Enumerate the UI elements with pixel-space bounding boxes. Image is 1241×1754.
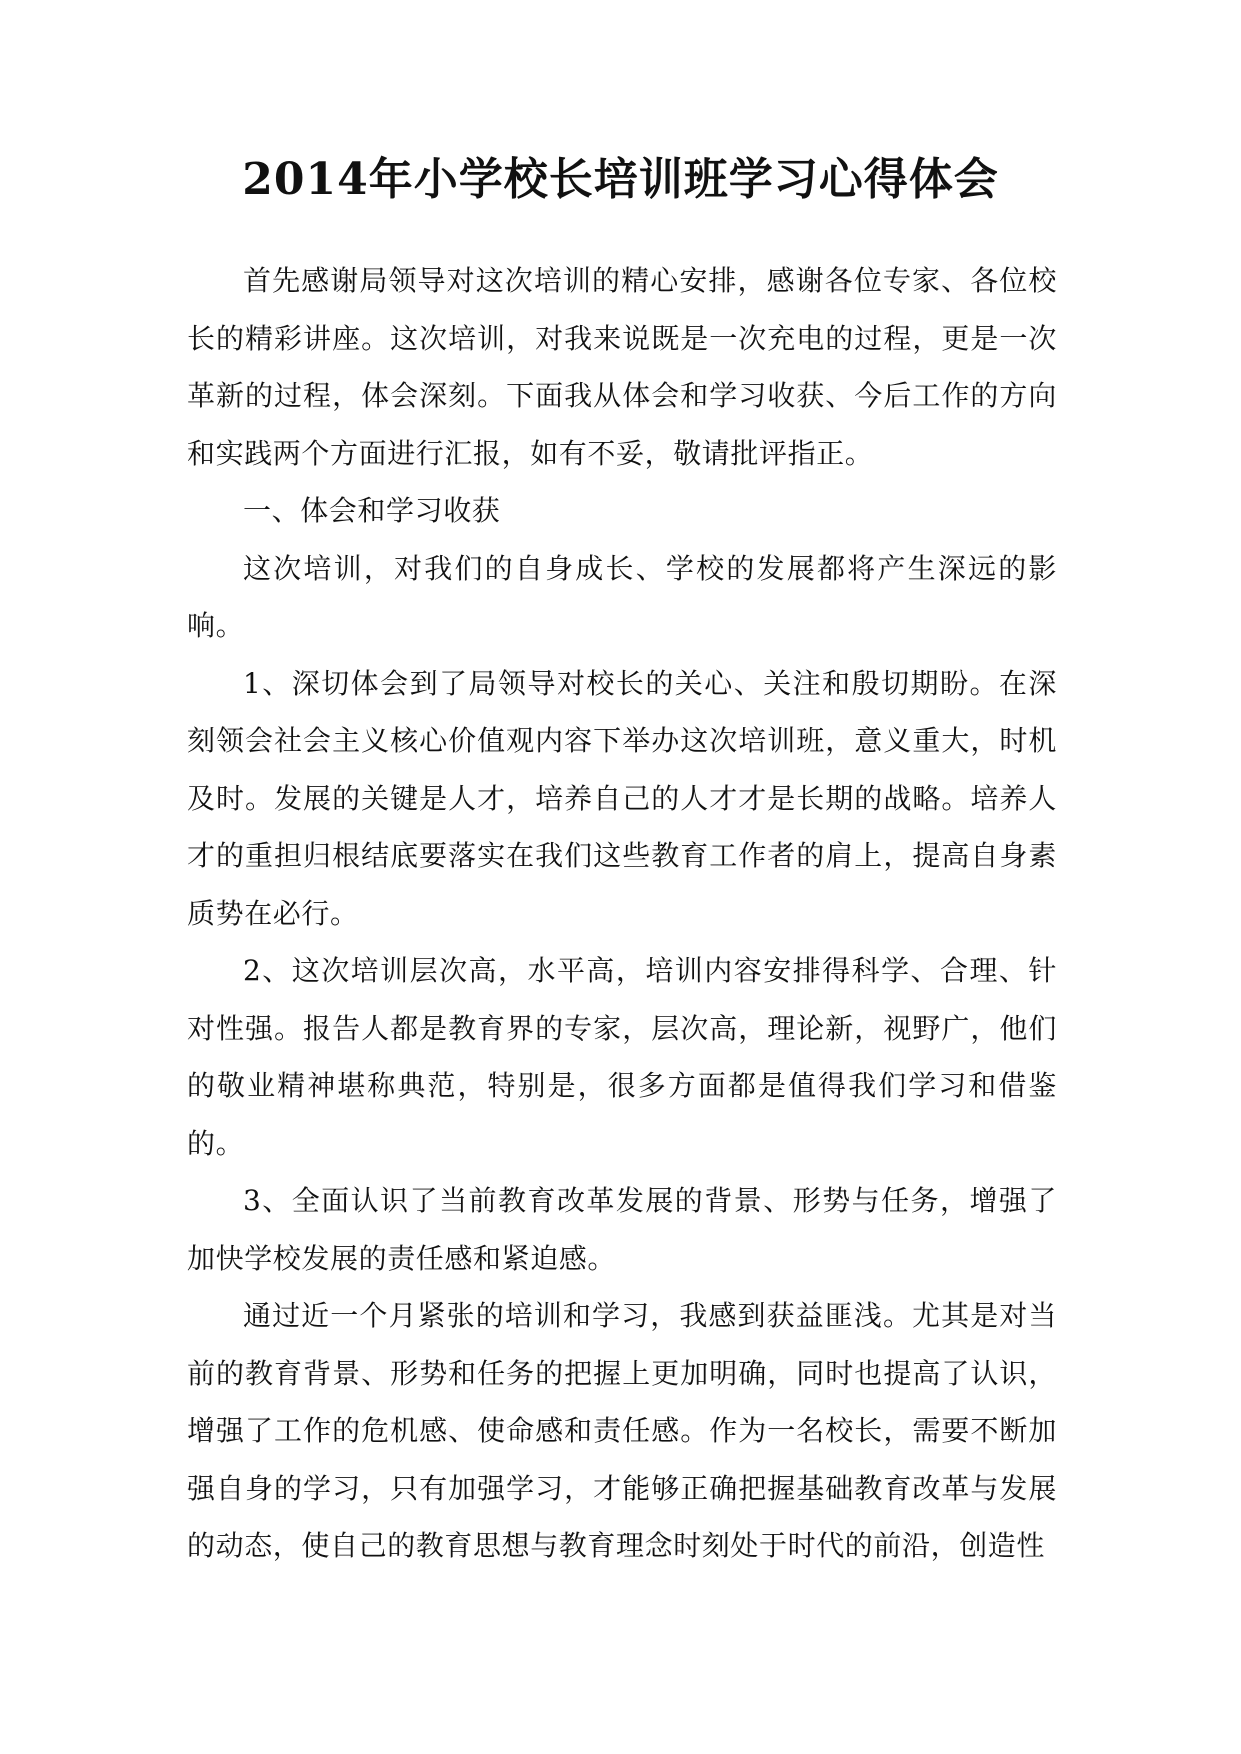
section-heading-1: 一、体会和学习收获 — [243, 494, 501, 527]
paragraph-point-1: 1、深切体会到了局领导对校长的关心、关注和殷切期盼。在深刻领会社会主义核心价值观内容下举办这次培训班，意义重大，时机及时。发展的关键是人才，培养自己的人才才是长期的战略。培养人才的重担归根结底要落实在我们这些教育工作者的肩上，提高自身素质势在必行。 — [187, 666, 1057, 930]
document-body — [187, 252, 1057, 1575]
paragraph-intro: 首先感谢局领导对这次培训的精心安排，感谢各位专家、各位校长的精彩讲座。这次培训，对我来说既是一次充电的过程，更是一次革新的过程，体会深刻。下面我从体会和学习收获、今后工作的方向和实践两个方面进行汇报，如有不妥，敬请批评指正。 — [187, 264, 1057, 470]
paragraph-summary: 通过近一个月紧张的培训和学习，我感到获益匪浅。尤其是对当前的教育背景、形势和任务的把握上更加明确，同时也提高了认识，增强了工作的危机感、使命感和责任感。作为一名校长，需要不断加强自身的学习，只有加强学习，才能够正确把握基础教育改革与发展的动态，使自己的教育思想与教育理念时刻处于时代的前沿，创造性 — [187, 1299, 1057, 1562]
paragraph-impact: 这次培训，对我们的自身成长、学校的发展都将产生深远的影响。 — [187, 551, 1057, 642]
paragraph-point-3: 3、全面认识了当前教育改革发展的背景、形势与任务，增强了加快学校发展的责任感和紧迫感。 — [187, 1184, 1057, 1275]
document-title: 2014年小学校长培训班学习心得体会 — [242, 154, 999, 205]
paragraph-point-2: 2、这次培训层次高，水平高，培训内容安排得科学、合理、针对性强。报告人都是教育界的专家，层次高，理论新，视野广，他们的敬业精神堪称典范，特别是，很多方面都是值得我们学习和借鉴的。 — [187, 954, 1057, 1160]
